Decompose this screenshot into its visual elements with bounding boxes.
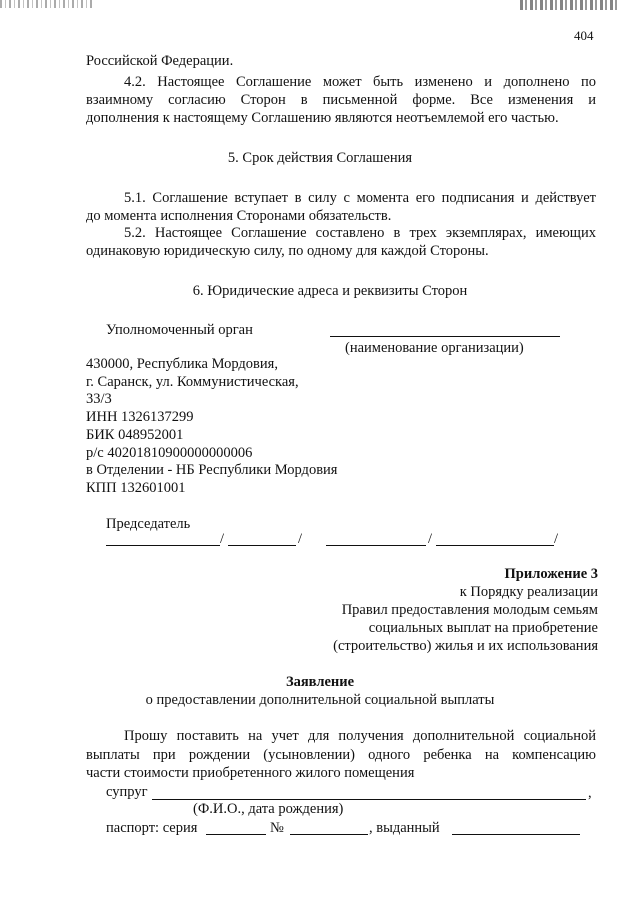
appendix-line: к Порядку реализации	[459, 584, 598, 600]
appendix-title: Приложение 3	[504, 566, 598, 582]
organization-name-hint: (наименование организации)	[345, 340, 524, 356]
continued-line: Российской Федерации.	[86, 53, 234, 69]
appendix-line: (строительство) жилья и их использования	[333, 638, 598, 654]
passport-number-label: №	[270, 820, 284, 836]
requisite-line: КПП 132601001	[86, 480, 186, 496]
requisite-line: БИК 048952001	[86, 427, 184, 443]
appendix-line: Правил предоставления молодым семьям	[341, 602, 598, 618]
application-title: Заявление	[285, 674, 355, 690]
clause-5-2-line1: 5.2. Настоящее Соглашение составлено в трех экземплярах, имеющих	[124, 225, 596, 241]
passport-issued-field	[452, 834, 580, 835]
chairman-name-field	[228, 545, 296, 546]
spouse-field-hint: (Ф.И.О., дата рождения)	[193, 801, 344, 817]
organization-signature-field	[326, 545, 426, 546]
scan-artifact-right	[520, 0, 620, 10]
passport-series-field	[206, 834, 266, 835]
clause-4-2-line3: дополнения к настоящему Соглашению являются неотъемлемой его частью.	[86, 110, 559, 126]
signature-separator: /	[298, 531, 303, 547]
application-subtitle: о предоставлении дополнительной социальной выплаты	[145, 692, 495, 708]
requisite-line: ИНН 1326137299	[86, 409, 194, 425]
chairman-label: Председатель	[106, 516, 191, 532]
passport-issued-label: , выданный	[369, 820, 440, 836]
spouse-label: супруг	[106, 784, 148, 800]
application-body-line3: части стоимости приобретенного жилого помещения	[86, 765, 415, 781]
application-body-line2: выплаты при рождении (усыновлении) одного ребенка на компенсацию	[86, 747, 596, 763]
clause-4-2-line1: 4.2. Настоящее Соглашение может быть изменено и дополнено по	[124, 74, 596, 90]
page-number: 404	[574, 28, 594, 43]
authority-label: Уполномоченный орган	[106, 322, 253, 338]
clause-5-1-line1: 5.1. Соглашение вступает в силу с момента его подписания и действует	[124, 190, 596, 206]
chairman-signature-field	[106, 545, 220, 546]
signature-separator: /	[428, 531, 433, 547]
scan-artifact-left	[0, 0, 95, 8]
section-6-heading: 6. Юридические адреса и реквизиты Сторон	[192, 283, 468, 299]
requisite-line: 430000, Республика Мордовия,	[86, 356, 278, 372]
clause-4-2-line2: взаимному согласию Сторон в письменной форме. Все изменения и	[86, 92, 596, 108]
clause-5-1-line2: до момента исполнения Сторонами обязательств.	[86, 208, 392, 224]
requisite-line: г. Саранск, ул. Коммунистическая,	[86, 374, 299, 390]
signature-separator: /	[220, 531, 225, 547]
requisite-line: р/с 40201810900000000006	[86, 445, 253, 461]
requisite-line: 33/3	[86, 391, 112, 407]
requisite-line: в Отделении - НБ Республики Мордовия	[86, 462, 338, 478]
application-body-line1: Прошу поставить на учет для получения дополнительной социальной	[124, 728, 596, 744]
signature-separator: /	[554, 531, 559, 547]
organization-name-field	[330, 336, 560, 337]
passport-number-field	[290, 834, 368, 835]
organization-name-signature-field	[436, 545, 554, 546]
clause-5-2-line2: одинаковую юридическую силу, по одному для каждой Стороны.	[86, 243, 489, 259]
appendix-line: социальных выплат на приобретение	[368, 620, 598, 636]
section-5-heading: 5. Срок действия Соглашения	[227, 150, 413, 166]
spouse-field-end: ,	[588, 785, 592, 801]
passport-series-label: паспорт: серия	[106, 820, 198, 836]
